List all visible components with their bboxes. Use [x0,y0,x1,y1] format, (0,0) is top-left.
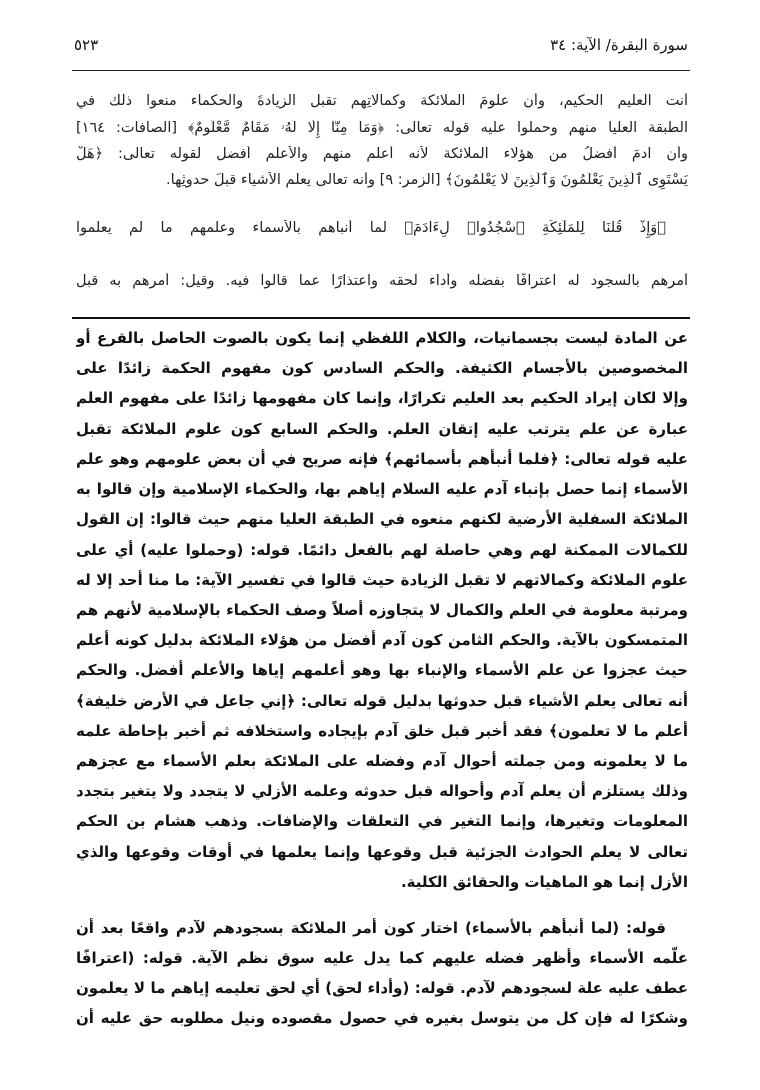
text-line: وشكرًا له فإن كل من يتوسل بغيره في حصول مقصوده ونيل مطلوبه حق عليه أن [76,1009,688,1027]
text-line: ﴿وَإِذْ قُلْنَا لِلْمَلَٰٓئِكَةِ ٱسْجُدُوا۟ لِءَادَمَ﴾ لما أنبأهم بالأسماء وعلمهم ما لم يعلموا [76,220,666,236]
text-line: تعالى لا يعلم الحوادث الجزئية قبل وقوعها وإنما يعلمها في أوقات وقوعها والذي [76,843,688,861]
text-line: للكمالات الممكنة لهم وهي حاصلة لهم بالفعل دائمًا. قوله: (وحملوا عليه) أي على [76,541,688,559]
text-line: الطبقة العليا منهم وحملوا عليه قولَه تعالى: ﴿وَمَا مِنَّآ إِلَّا لَهُۥ مَقَامٌ مَّعْلُومٌ﴾ [الصافات: ١٦٤] [76,120,688,136]
text-line: ما لا يعلمونه ومن جملته أحوال آدم وفضله على الملائكة بعلم الأسماء مع عجزهم [76,752,688,770]
text-line: عبارة عن علم يترتب عليه إتقان العلم. والحكم السابع كون علوم الملائكة تقبل [76,420,688,438]
header-divider [72,70,690,71]
text-line: قوله: (لما أنبأهم بالأسماء) اختار كون أمر الملائكة بسجودهم لآدم واقعًا بعد أن [76,919,666,937]
text-line: المعلومات وتغيرها، وإنما التغير في التعلقات والإضافات. وذهب هشام بن الحكم [76,812,688,830]
text-line: المتمسكون بالآية. والحكم الثامن كون آدم أفضل من هؤلاء الملائكة بدليل كونه أعلم [76,631,688,649]
text-line: علّمه الأسماء وأظهر فضله عليهم كما يدل عليه سوق نظم الآية. قوله: (اعترافًا [76,949,688,967]
text-line: عن المادة ليست بجسمانيات، والكلام اللفظي إنما يكون بالصوت الحاصل بالقرع أو [76,329,688,347]
text-line: أمرهم بالسجود له اعترافًا بفضله وأداء لحقه واعتذارًا عما قالوا فيه. وقيل: أمرهم به قبل [76,273,688,289]
text-line: يَسْتَوِى ٱلَّذِينَ يَعْلَمُونَ وَٱلَّذِينَ لَا يَعْلَمُونَ﴾ [الزمر: ٩] وأنه تعالى يعلم الأشياء قبلَ حدوثِها. [166,172,688,188]
text-line: وأن آدمَ أفضلُ من هؤلاء الملائكة لأنه أعلم منهم والأعلم أفضل لقوله تعالى: ﴿هَلْ [76,146,688,162]
text-line: حيث عجزوا عن علم الأسماء والإنباء بها وهو أعلمهم إياها والأعلم أفضل. والحكم [76,661,688,679]
text-line: عطف عليه علة لسجودهم لآدم. قوله: (وأداء لحق) أي لحق تعليمه إياهم ما لا يعلمون [76,979,688,997]
text-line: أعلم ما لا تعلمون﴾ فقد أخبر قبل خلق آدم بإيجاده واستخلافه ثم أخبر بإحاطة علمه [76,722,688,740]
text-line: ومرتبة معلومة في العلم والكمال لا يتجاوزه أصلاً وصف الحكماء بالإسلامية لأنهم هم [76,601,688,619]
text-line: أنت العليم الحكيم، وأن علومَ الملائكة وكمالاتِهم تقبل الزيادةَ والحكماء منعوا ذلك في [76,93,688,109]
text-line: المخصوصين بالأجسام الكثيفة. والحكم السادس كون مفهوم الحكمة زائدًا على [76,359,688,377]
running-header-title: سورة البقرة/ الآية: ٣٤ [550,36,688,54]
text-line: عليه قوله تعالى: ﴿فلما أنبأهم بأسمائهم﴾ فإنه صريح في أن بعض علومهم وهو علم [76,450,688,468]
text-line: الملائكة السفلية الأرضية لكنهم منعوه في الطبقة العليا منهم حيث قالوا: إن القول [76,510,688,528]
page-number: ٥٢٣ [74,36,99,54]
text-line: وإلا لكان إيراد الحكيم بعد العليم تكرارًا، وإنما كان مفهومها زائدًا على مفهوم العلم [76,389,688,407]
text-line: علوم الملائكة وكمالاتهم لا تقبل الزيادة حيث قالوا في تفسير الآية: ما منا أحد إلا له [76,571,688,589]
footnote-divider [72,317,690,319]
text-line: وذلك يستلزم أن يعلم آدم وأحواله قبل حدوثه وعلمه الأزلي لا يتجدد ولا يتغير بتجدد [76,782,688,800]
text-line: الأزل إنما هو الماهيات والحقائق الكلية. [400,873,688,891]
text-line: أنه تعالى يعلم الأشياء قبل حدوثها بدليل قوله تعالى: ﴿إني جاعل في الأرض خليفة﴾ [76,692,688,710]
text-line: الأسماء إنما حصل بإنباء آدم عليه السلام إياهم بها، والحكماء الإسلامية وإن قالوا به [76,480,688,498]
